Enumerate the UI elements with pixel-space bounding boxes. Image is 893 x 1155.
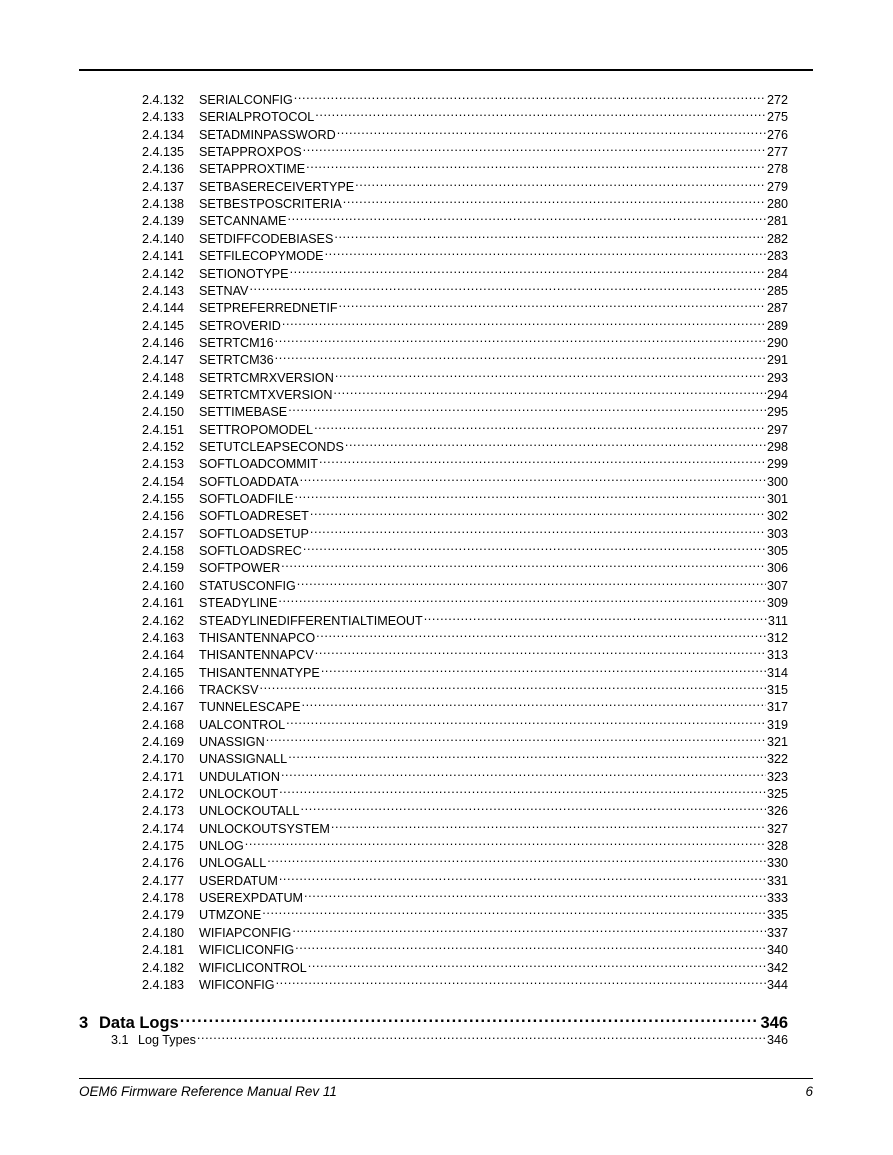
entry-number: 2.4.153 <box>142 457 185 472</box>
entry-title: SETBESTPOSCRITERIA <box>199 197 342 212</box>
entry-page-number: 291 <box>766 353 788 368</box>
entry-number: 2.4.177 <box>142 873 185 888</box>
toc-entry[interactable] <box>142 226 788 246</box>
toc-entry[interactable] <box>142 417 788 437</box>
entry-page-number: 314 <box>766 665 788 680</box>
entry-title: UNASSIGNALL <box>199 752 288 767</box>
dot-leader <box>275 347 766 364</box>
entry-number: 2.4.148 <box>142 370 185 385</box>
entry-title: SERIALCONFIG <box>199 93 293 107</box>
entry-title: SETRTCM16 <box>199 335 274 350</box>
entry-number: 2.4.180 <box>142 925 185 940</box>
toc-entry[interactable] <box>142 677 788 697</box>
toc-entry[interactable] <box>142 816 788 836</box>
entry-number: 2.4.173 <box>142 804 185 819</box>
entry-page-number: 297 <box>766 422 788 437</box>
entry-number: 2.4.170 <box>142 752 185 767</box>
entry-page-number: 335 <box>766 908 788 923</box>
toc-entry[interactable] <box>142 191 788 212</box>
entry-title: SETROVERID <box>199 318 281 333</box>
entry-number: 2.4.152 <box>142 440 185 454</box>
entry-number: 2.4.162 <box>142 613 185 628</box>
entry-page-number: 306 <box>766 561 788 576</box>
entry-title: SOFTPOWER <box>199 561 281 576</box>
dot-leader <box>303 139 766 156</box>
entry-title: WIFIAPCONFIG <box>199 925 292 940</box>
entry-title: THISANTENNAPCV <box>199 648 314 663</box>
entry-title: SETAPPROXTIME <box>199 162 306 177</box>
toc-entry[interactable] <box>142 261 788 281</box>
entry-page-number: 277 <box>766 145 788 160</box>
entry-title: SOFTLOADCOMMIT <box>199 457 318 472</box>
entry-page-number: 309 <box>766 596 788 611</box>
entry-number: 2.4.160 <box>142 578 185 593</box>
toc-entry[interactable] <box>142 642 788 663</box>
dot-leader <box>310 521 766 538</box>
entry-number: 2.4.133 <box>142 110 185 125</box>
toc-entry[interactable] <box>142 781 788 801</box>
dot-leader <box>315 642 766 659</box>
entry-page-number: 283 <box>766 249 788 264</box>
dot-leader <box>197 1027 766 1044</box>
entry-number: 2.4.136 <box>142 162 185 177</box>
entry-page-number: 287 <box>766 301 788 316</box>
entry-title: SOFTLOADSETUP <box>199 526 309 541</box>
entry-page-number: 279 <box>766 179 788 194</box>
toc-entry[interactable] <box>142 122 788 142</box>
entry-title: SERIALPROTOCOL <box>199 110 315 125</box>
toc-entry[interactable] <box>142 590 788 611</box>
entry-number: 2.4.146 <box>142 335 185 350</box>
entry-page-number: 319 <box>766 717 788 732</box>
entry-title: THISANTENNAPCO <box>199 630 316 645</box>
entry-page-number: 298 <box>766 440 788 454</box>
entry-number: 2.4.163 <box>142 630 185 645</box>
entry-title: SETIONOTYPE <box>199 266 289 281</box>
entry-number: 2.4.135 <box>142 145 185 160</box>
toc-entry[interactable] <box>142 87 788 107</box>
entry-number: 2.4.156 <box>142 509 185 524</box>
toc-entry[interactable] <box>142 625 788 645</box>
entry-page-number: 331 <box>766 873 788 888</box>
entry-number: 2.4.175 <box>142 839 185 854</box>
dot-leader <box>334 226 766 243</box>
entry-number: 2.4.134 <box>142 127 185 142</box>
entry-number: 2.4.132 <box>142 93 185 107</box>
entry-number: 2.4.161 <box>142 596 185 611</box>
entry-number: 2.4.179 <box>142 908 185 923</box>
entry-title: UNLOG <box>199 839 244 854</box>
toc-section-entry[interactable] <box>111 1027 788 1047</box>
entry-page-number: 344 <box>766 977 788 992</box>
chapter-page-number: 346 <box>760 1014 788 1032</box>
toc-entry[interactable] <box>142 503 788 524</box>
toc-entry[interactable] <box>142 712 788 732</box>
dot-leader <box>276 972 766 989</box>
entry-page-number: 322 <box>766 752 788 767</box>
entry-title: WIFICLICONFIG <box>199 943 295 958</box>
dot-leader <box>314 417 766 434</box>
entry-title: SETCANNAME <box>199 214 287 229</box>
toc-entry[interactable] <box>142 902 788 923</box>
dot-leader <box>249 278 766 295</box>
dot-leader <box>245 833 766 850</box>
entry-title: SOFTLOADRESET <box>199 509 309 524</box>
toc-entry[interactable] <box>142 156 788 177</box>
entry-page-number: 295 <box>766 405 788 420</box>
entry-number: 2.4.172 <box>142 787 185 801</box>
entry-page-number: 325 <box>766 787 788 801</box>
entry-title: SETBASERECEIVERTYPE <box>199 179 355 194</box>
entry-title: SETTROPOMODEL <box>199 422 314 437</box>
entry-number: 2.4.137 <box>142 179 185 194</box>
entry-page-number: 313 <box>766 648 788 663</box>
entry-page-number: 293 <box>766 370 788 385</box>
entry-page-number: 289 <box>766 318 788 333</box>
dot-leader <box>282 313 766 330</box>
section-number: 3.1 <box>111 1033 129 1047</box>
entry-page-number: 315 <box>766 682 788 697</box>
entry-page-number: 299 <box>766 457 788 472</box>
entry-page-number: 285 <box>766 283 788 298</box>
dot-leader <box>315 104 766 121</box>
toc-entry[interactable] <box>142 868 788 888</box>
dot-leader <box>278 590 766 607</box>
entry-title: TRACKSV <box>199 682 259 697</box>
dot-leader <box>316 625 766 642</box>
dot-leader <box>301 694 766 711</box>
entry-page-number: 300 <box>766 474 788 489</box>
footer-manual-title: OEM6 Firmware Reference Manual Rev 11 <box>79 1084 337 1099</box>
toc-chapter-entry[interactable] <box>79 1006 788 1032</box>
entry-title: SETDIFFCODEBIASES <box>199 231 334 246</box>
section-title: Log Types <box>138 1033 196 1047</box>
entry-page-number: 282 <box>766 231 788 246</box>
entry-title: UALCONTROL <box>199 717 286 732</box>
entry-title: WIFICLICONTROL <box>199 960 307 975</box>
footer-rule <box>79 1078 813 1079</box>
dot-leader <box>290 261 766 278</box>
dot-leader <box>286 712 766 729</box>
footer-page-number: 6 <box>805 1084 813 1099</box>
entry-number: 2.4.138 <box>142 197 185 212</box>
dot-leader <box>345 434 766 451</box>
entry-number: 2.4.166 <box>142 682 185 697</box>
dot-leader <box>292 920 766 937</box>
entry-title: USERDATUM <box>199 873 278 888</box>
dot-leader <box>325 243 766 260</box>
entry-title: STEADYLINE <box>199 596 278 611</box>
toc-entry[interactable] <box>142 243 788 264</box>
entry-page-number: 312 <box>766 630 788 645</box>
toc-entry[interactable] <box>142 764 788 784</box>
entry-number: 2.4.154 <box>142 474 185 489</box>
toc-entry[interactable] <box>142 555 788 576</box>
dot-leader <box>275 330 766 347</box>
entry-title: SETFILECOPYMODE <box>199 249 324 264</box>
toc-entry[interactable] <box>142 955 788 975</box>
toc-entry[interactable] <box>142 521 788 541</box>
toc-entry[interactable] <box>142 608 788 628</box>
toc-entry[interactable] <box>142 434 788 454</box>
entry-number: 2.4.178 <box>142 891 185 906</box>
section-page-number: 346 <box>766 1033 788 1047</box>
dot-leader <box>310 503 766 520</box>
dot-leader <box>259 677 766 694</box>
toc-entry[interactable] <box>142 330 788 350</box>
toc-entry[interactable] <box>142 694 788 715</box>
entry-number: 2.4.181 <box>142 943 185 958</box>
entry-page-number: 321 <box>766 734 788 749</box>
entry-title: SETRTCMTXVERSION <box>199 387 333 402</box>
entry-page-number: 301 <box>766 492 788 507</box>
entry-title: SETRTCM36 <box>199 353 274 368</box>
entry-title: THISANTENNATYPE <box>199 665 320 680</box>
entry-page-number: 280 <box>766 197 788 212</box>
entry-title: UNASSIGN <box>199 734 265 749</box>
dot-leader <box>294 486 766 503</box>
entry-page-number: 281 <box>766 214 788 229</box>
dot-leader <box>308 955 766 972</box>
dot-leader <box>262 902 766 919</box>
entry-title: WIFICONFIG <box>199 977 275 992</box>
entry-number: 2.4.171 <box>142 769 185 784</box>
dot-leader <box>343 191 766 208</box>
entry-number: 2.4.144 <box>142 301 185 316</box>
dot-leader <box>321 660 766 677</box>
dot-leader <box>303 538 766 555</box>
entry-page-number: 311 <box>767 613 788 628</box>
entry-number: 2.4.167 <box>142 700 185 715</box>
entry-title: SETADMINPASSWORD <box>199 127 336 142</box>
dot-leader <box>335 365 766 382</box>
entry-page-number: 284 <box>766 266 788 281</box>
entry-page-number: 340 <box>766 943 788 958</box>
entry-page-number: 272 <box>766 93 788 107</box>
entry-title: SETUTCLEAPSECONDS <box>199 440 344 454</box>
dot-leader <box>355 174 766 191</box>
toc-entry[interactable] <box>142 382 788 402</box>
entry-page-number: 278 <box>766 162 788 177</box>
entry-number: 2.4.151 <box>142 422 185 437</box>
entry-number: 2.4.165 <box>142 665 185 680</box>
dot-leader <box>306 156 766 173</box>
dot-leader <box>304 885 766 902</box>
entry-number: 2.4.159 <box>142 561 185 576</box>
entry-page-number: 327 <box>766 821 788 836</box>
dot-leader <box>267 850 766 867</box>
dot-leader <box>294 87 766 104</box>
entry-page-number: 326 <box>766 804 788 819</box>
entry-page-number: 303 <box>766 526 788 541</box>
entry-title: UTMZONE <box>199 908 262 923</box>
toc-entry[interactable] <box>142 313 788 333</box>
entry-page-number: 307 <box>766 578 788 593</box>
entry-number: 2.4.143 <box>142 283 185 298</box>
dot-leader <box>281 764 766 781</box>
toc-entry[interactable] <box>142 486 788 507</box>
entry-title: SOFTLOADFILE <box>199 492 294 507</box>
entry-title: SETPREFERREDNETIF <box>199 301 338 316</box>
dot-leader <box>279 868 766 885</box>
entry-number: 2.4.142 <box>142 266 185 281</box>
dot-leader <box>331 816 766 833</box>
dot-leader <box>333 382 766 399</box>
toc-entry[interactable] <box>142 833 788 854</box>
dot-leader <box>300 469 766 486</box>
dot-leader <box>279 781 766 798</box>
entry-title: TUNNELESCAPE <box>199 700 301 715</box>
entry-page-number: 276 <box>766 127 788 142</box>
toc-entry[interactable] <box>142 365 788 385</box>
toc-entry[interactable] <box>142 347 788 368</box>
toc-entry[interactable] <box>142 278 788 298</box>
toc-entry[interactable] <box>142 798 788 819</box>
chapter-number: 3 <box>79 1014 89 1032</box>
entry-page-number: 342 <box>766 960 788 975</box>
entry-number: 2.4.139 <box>142 214 185 229</box>
chapter-title: Data Logs <box>99 1014 179 1032</box>
toc-entry[interactable] <box>142 972 788 992</box>
toc-entry[interactable] <box>142 729 788 749</box>
entry-number: 2.4.183 <box>142 977 185 992</box>
entry-title: SOFTLOADDATA <box>199 474 299 489</box>
entry-page-number: 290 <box>766 335 788 350</box>
toc-entry[interactable] <box>142 451 788 472</box>
dot-leader <box>339 295 766 312</box>
header-rule <box>79 69 813 71</box>
entry-title: SETNAV <box>199 283 249 298</box>
entry-page-number: 328 <box>766 839 788 854</box>
dot-leader <box>295 937 766 954</box>
toc-entry[interactable] <box>142 573 788 593</box>
entry-title: UNLOCKOUT <box>199 787 279 801</box>
dot-leader <box>319 451 766 468</box>
toc-entry[interactable] <box>142 139 788 160</box>
entry-title: UNDULATION <box>199 769 280 784</box>
entry-title: USEREXPDATUM <box>199 891 304 906</box>
toc-entry[interactable] <box>142 746 788 767</box>
entry-title: SETRTCMRXVERSION <box>199 370 334 385</box>
toc-entry[interactable] <box>142 920 788 940</box>
dot-leader <box>301 798 766 815</box>
entry-title: UNLOGALL <box>199 856 267 871</box>
entry-number: 2.4.158 <box>142 544 185 559</box>
entry-title: SETTIMEBASE <box>199 405 288 420</box>
entry-number: 2.4.141 <box>142 249 185 264</box>
entry-number: 2.4.145 <box>142 318 185 333</box>
dot-leader <box>337 122 766 139</box>
entry-title: UNLOCKOUTALL <box>199 804 300 819</box>
dot-leader <box>266 729 766 746</box>
entry-number: 2.4.147 <box>142 353 185 368</box>
toc-entry[interactable] <box>142 295 788 316</box>
entry-title: SETAPPROXPOS <box>199 145 302 160</box>
dot-leader <box>281 555 766 572</box>
dot-leader <box>297 573 766 590</box>
entry-title: SOFTLOADSREC <box>199 544 302 559</box>
dot-leader <box>180 1006 760 1028</box>
entry-page-number: 323 <box>766 769 788 784</box>
toc-entry[interactable] <box>142 937 788 958</box>
entry-page-number: 333 <box>766 891 788 906</box>
entry-title: STEADYLINEDIFFERENTIALTIMEOUT <box>199 613 423 628</box>
entry-number: 2.4.164 <box>142 648 185 663</box>
entry-page-number: 294 <box>766 387 788 402</box>
entry-number: 2.4.169 <box>142 734 185 749</box>
entry-number: 2.4.176 <box>142 856 185 871</box>
toc-entry[interactable] <box>142 538 788 559</box>
entry-page-number: 275 <box>766 110 788 125</box>
entry-number: 2.4.150 <box>142 405 185 420</box>
toc-entry[interactable] <box>142 469 788 489</box>
dot-leader <box>424 608 767 625</box>
toc-entry[interactable] <box>142 660 788 680</box>
dot-leader <box>288 399 766 416</box>
toc-entry[interactable] <box>142 850 788 871</box>
entry-number: 2.4.155 <box>142 492 185 507</box>
dot-leader <box>287 208 766 225</box>
entry-page-number: 317 <box>766 700 788 715</box>
entry-number: 2.4.168 <box>142 717 185 732</box>
entry-number: 2.4.140 <box>142 231 185 246</box>
entry-title: STATUSCONFIG <box>199 578 296 593</box>
entry-number: 2.4.149 <box>142 387 185 402</box>
entry-number: 2.4.157 <box>142 526 185 541</box>
toc-entry[interactable] <box>142 885 788 906</box>
dot-leader <box>288 746 766 763</box>
toc-entry[interactable] <box>142 399 788 420</box>
entry-page-number: 330 <box>766 856 788 871</box>
entry-page-number: 305 <box>766 544 788 559</box>
toc-entry[interactable] <box>142 208 788 229</box>
entry-number: 2.4.174 <box>142 821 185 836</box>
entry-page-number: 337 <box>766 925 788 940</box>
toc-entry[interactable] <box>142 174 788 194</box>
entry-title: UNLOCKOUTSYSTEM <box>199 821 330 836</box>
entry-number: 2.4.182 <box>142 960 185 975</box>
toc-entry[interactable] <box>142 104 788 125</box>
entry-page-number: 302 <box>766 509 788 524</box>
